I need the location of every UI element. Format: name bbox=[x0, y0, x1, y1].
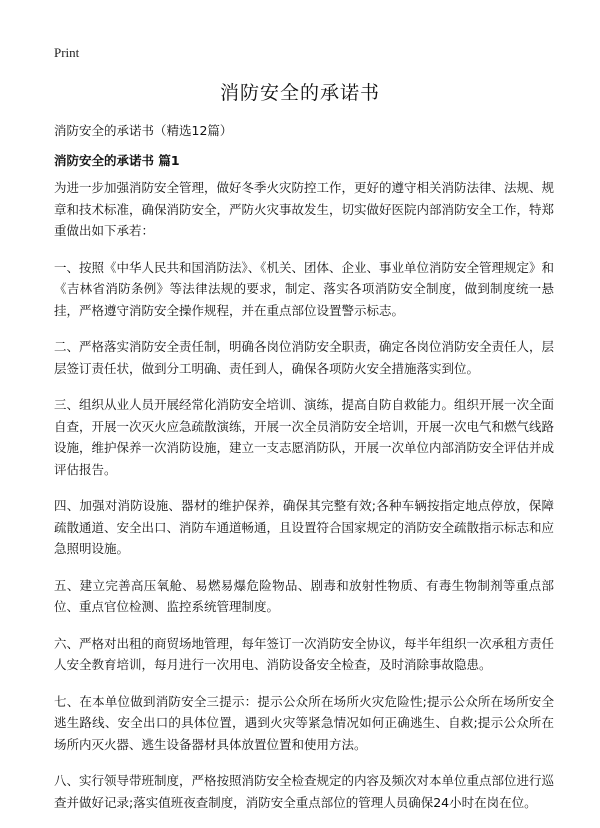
paragraph-item-6: 六、严格对出租的商贸场地管理，每年签订一次消防安全协议，每半年组织一次承租方责任人安全教育培训，每月进行一次用电、消防设备安全检查，及时消除事故隐患。 bbox=[54, 635, 555, 672]
document-subtitle: 消防安全的承诺书（精选12篇） bbox=[54, 123, 233, 138]
paragraph-item-3: 三、组织从业人员开展经常化消防安全培训、演练，提高自防自救能力。组织开展一次全面自查，开展一次灭火应急疏散演练，开展一次全员消防安全培训，开展一次电气和燃气线路设施，维护保养一次消防设施，建立一支志愿消防队，开展一次单位内部消防安全评估并成评估报告。 bbox=[54, 397, 555, 477]
paragraph-item-1: 一、按照《中华人民共和国消防法》、《机关、团体、企业、事业单位消防安全管理规定》和《吉林省消防条例》等法律法规的要求，制定、落实各项消防安全制度，做到制度统一悬挂，严格遵守消防安全操作规程，并在重点部位设置警示标志。 bbox=[54, 259, 555, 318]
print-link[interactable]: Print bbox=[54, 45, 80, 60]
paragraph-intro: 为进一步加强消防安全管理，做好冬季火灾防控工作，更好的遵守相关消防法律、法规、规章和技术标准，确保消防安全，严防火灾事故发生，切实做好医院内部消防安全工作，特郑重做出如下承若： bbox=[54, 180, 555, 238]
paragraph-item-4: 四、加强对消防设施、器材的维护保养，确保其完整有效;各种车辆按指定地点停放，保障疏散通道、安全出口、消防车通道畅通，且设置符合国家规定的消防安全疏散指示标志和应急照明设施。 bbox=[54, 498, 555, 556]
paragraph-item-2: 二、严格落实消防安全责任制，明确各岗位消防安全职责，确定各岗位消防安全责任人，层层签订责任状，做到分工明确、责任到人，确保各项防火安全措施落实到位。 bbox=[54, 339, 555, 376]
paragraph-item-7: 七、在本单位做到消防安全三提示：提示公众所在场所火灾危险性;提示公众所在场所安全逃生路线、安全出口的具体位置，遇到火灾等紧急情况如何正确逃生、自救;提示公众所在场所内灭火器、逃生设备器材具体放置位置和使用方法。 bbox=[54, 693, 554, 752]
document-body bbox=[54, 177, 554, 828]
document-title: 消防安全的承诺书 bbox=[219, 82, 380, 104]
paragraph-item-5: 五、建立完善高压氧舱、易燃易爆危险物品、剧毒和放射性物质、有毒生物制剂等重点部位、重点官位检测、监控系统管理制度。 bbox=[54, 577, 554, 614]
section-heading: 消防安全的承诺书 篇1 bbox=[54, 153, 180, 168]
paragraph-item-8: 八、实行领导带班制度，严格按照消防安全检查规定的内容及频次对本单位重点部位进行巡查并做好记录;落实值班夜查制度，消防安全重点部位的管理人员确保24小时在岗在位。 bbox=[54, 773, 555, 810]
